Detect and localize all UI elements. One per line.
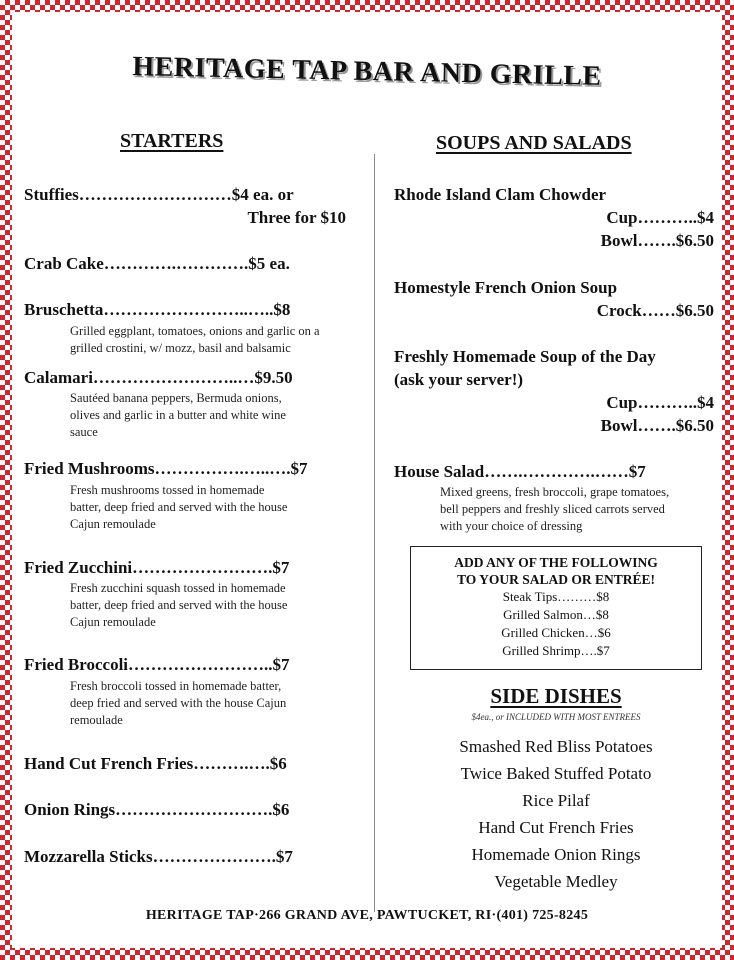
salad-description: Mixed greens, fresh broccoli, grape tomatoes, bell peppers and freshly sliced carrots served with your choice of dressing bbox=[440, 485, 670, 533]
addons-box bbox=[410, 546, 702, 670]
side-dish-item: Homemade Onion Rings bbox=[471, 845, 641, 864]
bruschetta-description: Grilled eggplant, tomatoes, onions and garlic on a grilled crostini, w/ mozz, basil and balsamic bbox=[70, 324, 320, 355]
item-french-onion-soup: Homestyle French Onion Soup bbox=[394, 278, 618, 297]
side-dish-item: Hand Cut French Fries bbox=[478, 818, 634, 837]
item-onion-rings: Onion Rings……………………….$6 bbox=[24, 800, 290, 819]
chowder-cup-price: Cup………..$4 bbox=[606, 208, 714, 227]
zucchini-description: Fresh zucchini squash tossed in homemade batter, deep fried and served with the house Cajun remoulade bbox=[70, 581, 288, 629]
starters-heading: STARTERS bbox=[120, 130, 224, 152]
item-calamari: Calamari……………………..…$9.50 bbox=[24, 368, 293, 387]
addons-heading-1: ADD ANY OF THE FOLLOWING bbox=[454, 555, 658, 570]
daily-cup-price: Cup………..$4 bbox=[606, 393, 714, 412]
addon-item: Steak Tips………$8 bbox=[502, 589, 610, 604]
broccoli-description: Fresh broccoli tossed in homemade batter, deep fried and served with the house Cajun remoulade bbox=[70, 679, 287, 727]
onion-crock-price: Crock……$6.50 bbox=[596, 301, 714, 320]
footer-address: HERITAGE TAP·266 GRAND AVE, PAWTUCKET, RI·(401) 725-8245 bbox=[145, 908, 589, 923]
menu-title: HERITAGE TAP BAR AND GRILLE bbox=[132, 51, 602, 92]
addon-item: Grilled Salmon…$8 bbox=[503, 607, 609, 622]
item-soup-of-the-day: Freshly Homemade Soup of the Day bbox=[394, 347, 656, 366]
chowder-bowl-price: Bowl…….$6.50 bbox=[600, 231, 714, 250]
soup-of-the-day-note: (ask your server!) bbox=[394, 370, 524, 389]
menu-content bbox=[12, 12, 722, 948]
column-divider bbox=[374, 154, 375, 912]
addons-heading-2: TO YOUR SALAD OR ENTRÉE! bbox=[456, 572, 656, 587]
item-stuffies-price2: Three for $10 bbox=[247, 208, 346, 227]
side-dish-item: Twice Baked Stuffed Potato bbox=[460, 764, 652, 783]
side-dish-item: Smashed Red Bliss Potatoes bbox=[459, 737, 653, 756]
side-dishes-heading: SIDE DISHES bbox=[490, 684, 622, 708]
daily-bowl-price: Bowl…….$6.50 bbox=[600, 416, 714, 435]
item-fried-mushrooms: Fried Mushrooms…………….…..….$7 bbox=[24, 459, 308, 478]
addon-item: Grilled Chicken…$6 bbox=[501, 625, 611, 640]
item-stuffies: Stuffies………………………$4 ea. or bbox=[24, 185, 294, 204]
item-fried-broccoli: Fried Broccoli……………………..$7 bbox=[24, 655, 290, 674]
calamari-description: Sautéed banana peppers, Bermuda onions, olives and garlic in a butter and white wine sauce bbox=[70, 391, 286, 439]
soups-heading: SOUPS AND SALADS bbox=[436, 132, 632, 154]
item-french-fries: Hand Cut French Fries……….….$6 bbox=[24, 754, 287, 773]
item-crab-cake: Crab Cake………….………….$5 ea. bbox=[24, 254, 290, 273]
item-clam-chowder: Rhode Island Clam Chowder bbox=[394, 185, 607, 204]
item-house-salad: House Salad…….………….……$7 bbox=[394, 462, 646, 481]
mushrooms-description: Fresh mushrooms tossed in homemade batter, deep fried and served with the house Cajun remoulade bbox=[70, 483, 288, 531]
item-mozzarella-sticks: Mozzarella Sticks………………….$7 bbox=[24, 847, 293, 866]
side-dish-item: Vegetable Medley bbox=[494, 872, 618, 891]
side-dishes-note: $4ea., or INCLUDED WITH MOST ENTREES bbox=[471, 712, 641, 722]
item-bruschetta: Bruschetta……………………..…..$8 bbox=[24, 300, 291, 319]
side-dish-item: Rice Pilaf bbox=[522, 791, 590, 810]
addon-item: Grilled Shrimp….$7 bbox=[502, 643, 610, 658]
item-fried-zucchini: Fried Zucchini…………………….$7 bbox=[24, 558, 290, 577]
